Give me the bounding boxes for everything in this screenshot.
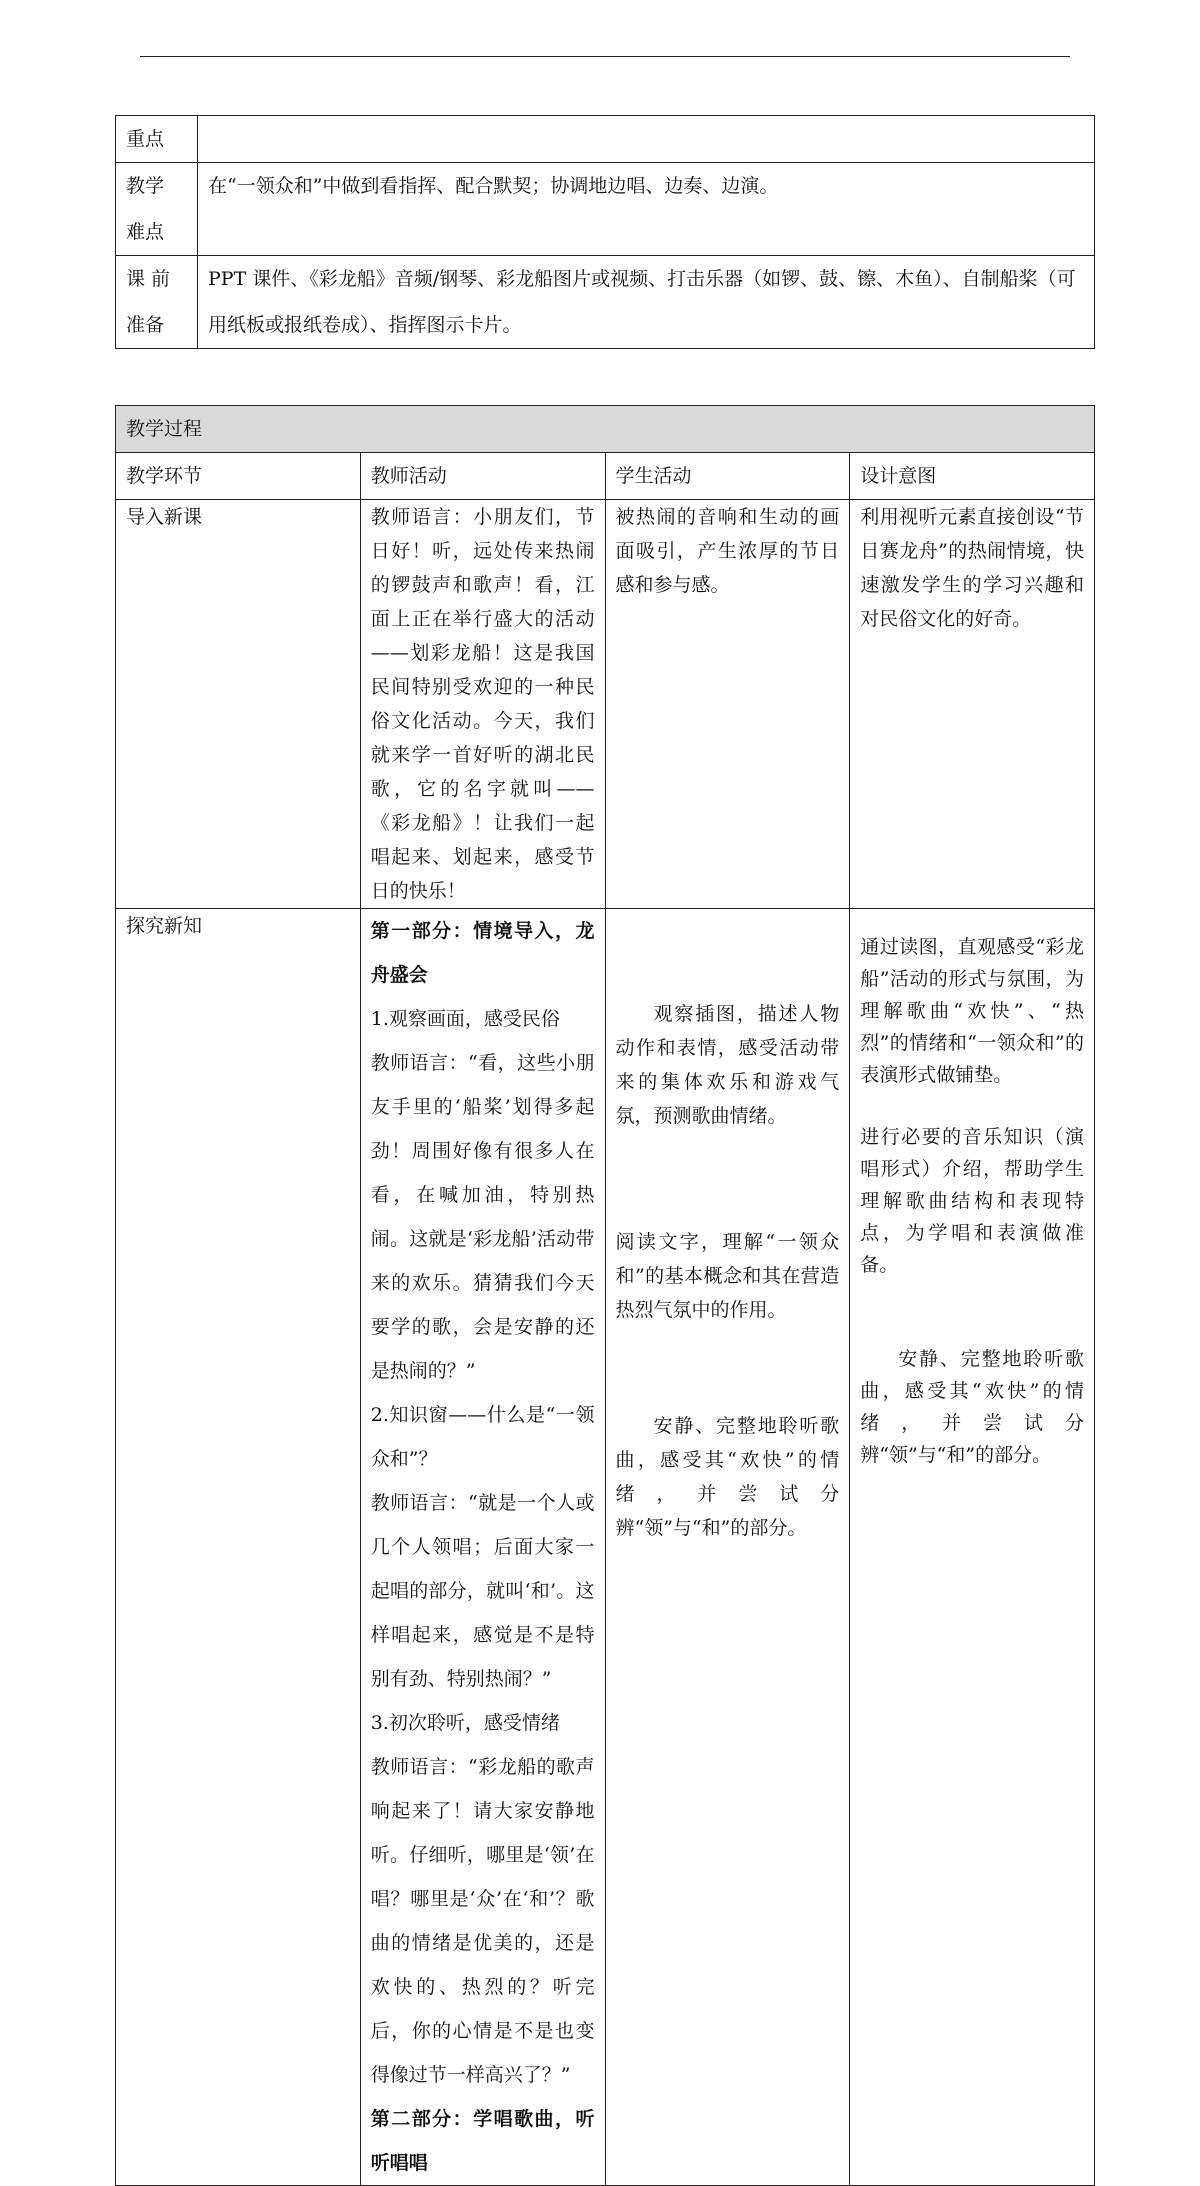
s2-title: 2.知识窗——什么是“一领众和”？: [370, 1404, 595, 1470]
design-s3: 安静、完整地聆听歌曲，感受其“欢快”的情绪，并尝试分辨“领”与“和”的部分。: [860, 1348, 1084, 1466]
student-s1: 观察插图，描述人物动作和表情，感受活动带来的集体欢乐和游戏气氛，预测歌曲情绪。: [615, 1003, 840, 1127]
header-design: 设计意图: [850, 453, 1095, 500]
s3-text: 教师语言：“彩龙船的歌声响起来了！请大家安静地听。仔细听，哪里是‘领’在唱？哪里是‘众’在‘和’？歌曲的情绪是优美的，还是欢快的、热烈的？听完后，你的心情是不是也变得像过节一样高兴了？”: [370, 1756, 595, 2086]
student-s2: 阅读文字，理解“一领众和”的基本概念和其在营造热烈气氛中的作用。: [615, 1231, 840, 1321]
s3-title: 3.初次聆听，感受情绪: [370, 1712, 560, 1734]
preparation-label-line2: 准备: [126, 314, 165, 336]
process-header-row: [116, 453, 1095, 500]
part1-title: 第一部分：情境导入，龙舟盛会: [370, 920, 595, 986]
preparation-content: PPT 课件、《彩龙船》音频/钢琴、彩龙船图片或视频、打击乐器（如锣、鼓、镲、木鱼）、自制船桨（可用纸板或报纸卷成）、指挥图示卡片。: [198, 256, 1095, 349]
s1-title: 1.观察画面，感受民俗: [370, 1008, 560, 1030]
header-student: 学生活动: [605, 453, 850, 500]
difficulties-label-line2: 难点: [126, 221, 165, 243]
explore-stage: 探究新知: [116, 909, 361, 2186]
intro-design: 利用视听元素直接创设“节日赛龙舟”的热闹情境，快速激发学生的学习兴趣和对民俗文化的好奇。: [850, 500, 1095, 909]
design-s1: 通过读图，直观感受“彩龙船”活动的形式与氛围，为理解歌曲“欢快”、“热烈”的情绪和“一领众和”的表演形式做铺垫。: [860, 936, 1084, 1086]
design-s2: 进行必要的音乐知识（演唱形式）介绍，帮助学生理解歌曲结构和表现特点，为学唱和表演做准备。: [860, 1126, 1084, 1276]
difficulties-label: [116, 163, 198, 256]
header-teacher: 教师活动: [360, 453, 605, 500]
part2-title: 第二部分：学唱歌曲，听听唱唱: [370, 2108, 595, 2174]
process-title: 教学过程: [116, 406, 1095, 453]
explore-design: [850, 909, 1095, 2186]
process-title-row: [116, 406, 1095, 453]
teaching-process-table: [115, 405, 1095, 2186]
intro-stage: 导入新课: [116, 500, 361, 909]
lesson-info-table: [115, 115, 1095, 349]
row-key-points: [116, 116, 1095, 163]
row-preparation: [116, 256, 1095, 349]
student-s3: 安静、完整地聆听歌曲，感受其“欢快”的情绪，并尝试分辨“领”与“和”的部分。: [615, 1415, 840, 1539]
intro-student: 被热闹的音响和生动的画面吸引，产生浓厚的节日感和参与感。: [605, 500, 850, 909]
header-stage: 教学环节: [116, 453, 361, 500]
difficulties-content: 在“一领众和”中做到看指挥、配合默契；协调地边唱、边奏、边演。: [198, 163, 1095, 256]
header-rule: [140, 56, 1070, 57]
row-difficulties: [116, 163, 1095, 256]
explore-teacher: [360, 909, 605, 2186]
s2-text: 教师语言：“就是一个人或几个人领唱；后面大家一起唱的部分，就叫‘和’。这样唱起来，感觉是不是特别有劲、特别热闹？”: [370, 1492, 595, 1690]
s1-text: 教师语言：“看，这些小朋友手里的‘船桨’划得多起劲！周围好像有很多人在看，在喊加油，特别热闹。这就是‘彩龙船’活动带来的欢乐。猜猜我们今天要学的歌，会是安静的还是热闹的？”: [370, 1052, 595, 1382]
preparation-label-line1: 课 前: [126, 268, 171, 290]
key-points-label: 重点: [116, 116, 198, 163]
difficulties-label-line1: 教学: [126, 175, 165, 197]
row-introduction: [116, 500, 1095, 909]
preparation-label: [116, 256, 198, 349]
intro-teacher: 教师语言：小朋友们，节日好！听，远处传来热闹的锣鼓声和歌声！看，江面上正在举行盛大的活动——划彩龙船！这是我国民间特别受欢迎的一种民俗文化活动。今天，我们就来学一首好听的湖北民歌，它的名字就叫——《彩龙船》！让我们一起唱起来、划起来，感受节日的快乐！: [360, 500, 605, 909]
row-explore: [116, 909, 1095, 2186]
explore-student: [605, 909, 850, 2186]
key-points-content: [198, 116, 1095, 163]
